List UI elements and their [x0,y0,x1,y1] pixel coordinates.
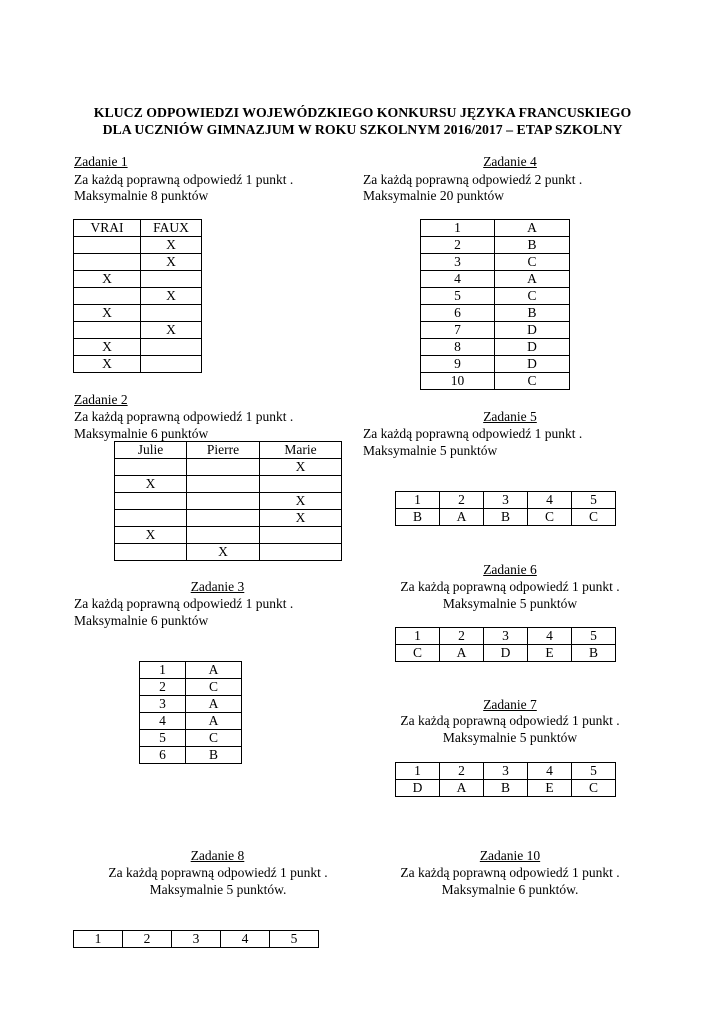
z3-cell: B [186,747,242,764]
z7-answer: C [572,780,616,797]
z2-cell [187,527,260,544]
z2-cell [260,544,342,561]
z1-cell: X [141,237,202,254]
z4-cell: 7 [421,322,495,339]
z10-rule: Za każdą poprawną odpowiedź 1 punkt . [400,865,620,880]
z4-cell: C [495,288,570,305]
z2-cell: X [187,544,260,561]
z5-answer: C [528,509,572,526]
table-row [74,288,202,305]
z5-number: 1 [396,492,440,509]
z4-cell: A [495,220,570,237]
z4-cell: D [495,356,570,373]
table-row [396,492,616,509]
table-row [115,527,342,544]
z3-cell: 1 [140,662,186,679]
z4-cell: 8 [421,339,495,356]
z2-heading: Zadanie 2 [74,392,128,407]
z6-max: Maksymalnie 5 punktów [442,596,578,611]
z6-answer: E [528,645,572,662]
table-row [421,288,570,305]
table-row [140,696,242,713]
z1-cell: X [74,271,141,288]
z2-answer-table [114,441,342,561]
z6-answer: C [396,645,440,662]
z1-heading: Zadanie 1 [74,154,128,169]
z2-header-marie: Marie [260,442,342,459]
z8-number: 3 [172,931,221,948]
z4-cell: B [495,237,570,254]
z2-cell: X [260,459,342,476]
z3-cell: A [186,662,242,679]
document-title-line-1: KLUCZ ODPOWIEDZI WOJEWÓDZKIEGO KONKURSU JĘZYKA FRANCUSKIEGO [93,105,632,120]
table-row [115,442,342,459]
z5-number: 2 [440,492,484,509]
z5-answer: B [484,509,528,526]
z2-header-julie: Julie [115,442,187,459]
table-row [74,931,319,948]
z6-number: 5 [572,628,616,645]
z6-heading: Zadanie 6 [483,562,537,577]
table-row [74,305,202,322]
table-row [74,220,202,237]
table-row [140,662,242,679]
table-row [421,356,570,373]
table-row [74,254,202,271]
z8-number: 2 [123,931,172,948]
z2-cell [260,527,342,544]
table-row [74,356,202,373]
z7-rule: Za każdą poprawną odpowiedź 1 punkt . [400,713,620,728]
z3-answer-table [139,661,242,764]
table-row [421,271,570,288]
z8-rule: Za każdą poprawną odpowiedź 1 punkt . [108,865,328,880]
table-row [74,322,202,339]
z3-cell: 6 [140,747,186,764]
table-row [140,747,242,764]
z2-cell [115,544,187,561]
z3-cell: A [186,696,242,713]
table-row [396,645,616,662]
z5-answer: A [440,509,484,526]
z1-max: Maksymalnie 8 punktów [74,188,209,203]
z6-answer-table [395,627,616,662]
z7-number: 1 [396,763,440,780]
z3-heading: Zadanie 3 [190,579,245,594]
z8-number: 5 [270,931,319,948]
z4-heading: Zadanie 4 [483,154,537,169]
z2-cell: X [260,510,342,527]
z3-cell: C [186,730,242,747]
table-row [396,509,616,526]
table-row [74,339,202,356]
z8-answer-table [73,930,319,948]
z4-cell: D [495,322,570,339]
z4-max: Maksymalnie 20 punktów [363,188,504,203]
z2-max: Maksymalnie 6 punktów [74,426,209,441]
z3-cell: 3 [140,696,186,713]
z4-cell: C [495,373,570,390]
table-row [140,730,242,747]
z4-cell: A [495,271,570,288]
z7-answer: E [528,780,572,797]
z5-max: Maksymalnie 5 punktów [363,443,498,458]
table-row [421,305,570,322]
z5-answer-table [395,491,616,526]
table-row [421,220,570,237]
z2-rule: Za każdą poprawną odpowiedź 1 punkt . [74,409,294,424]
z6-number: 2 [440,628,484,645]
table-row [421,339,570,356]
z1-header-vrai: VRAI [74,220,141,237]
z4-cell: 2 [421,237,495,254]
z2-cell: X [260,493,342,510]
z5-number: 3 [484,492,528,509]
z3-cell: A [186,713,242,730]
z3-cell: 2 [140,679,186,696]
z10-max: Maksymalnie 6 punktów. [441,882,579,897]
z4-cell: 1 [421,220,495,237]
z10-heading: Zadanie 10 [479,848,541,863]
z8-max: Maksymalnie 5 punktów. [149,882,287,897]
z1-cell [141,356,202,373]
z3-rule: Za każdą poprawną odpowiedź 1 punkt . [74,596,294,611]
z6-answer: B [572,645,616,662]
z2-cell [115,459,187,476]
table-row [115,459,342,476]
z4-cell: 9 [421,356,495,373]
z4-cell: 4 [421,271,495,288]
z1-cell: X [141,322,202,339]
z1-cell [141,271,202,288]
table-row [115,476,342,493]
z6-number: 1 [396,628,440,645]
z8-number: 1 [74,931,123,948]
z7-answer-table [395,762,616,797]
z2-cell [187,459,260,476]
z4-cell: B [495,305,570,322]
z5-rule: Za każdą poprawną odpowiedź 1 punkt . [363,426,583,441]
z8-number: 4 [221,931,270,948]
z2-cell [187,493,260,510]
z6-rule: Za każdą poprawną odpowiedź 1 punkt . [400,579,620,594]
z2-cell [187,510,260,527]
z6-number: 3 [484,628,528,645]
table-row [421,237,570,254]
z5-answer: B [396,509,440,526]
z7-answer: B [484,780,528,797]
table-row [74,271,202,288]
z2-cell: X [115,476,187,493]
z1-cell: X [74,305,141,322]
z1-header-faux: FAUX [141,220,202,237]
z1-cell: X [74,339,141,356]
z5-heading: Zadanie 5 [483,409,537,424]
z3-cell: 4 [140,713,186,730]
z7-number: 3 [484,763,528,780]
table-row [421,373,570,390]
z4-cell: 6 [421,305,495,322]
z2-header-pierre: Pierre [187,442,260,459]
z1-answer-table [73,219,202,373]
z7-answer: D [396,780,440,797]
z2-cell: X [115,527,187,544]
z7-heading: Zadanie 7 [483,697,537,712]
z1-cell [141,305,202,322]
z1-cell [141,339,202,356]
z4-answer-table [420,219,570,390]
z1-cell [74,288,141,305]
z4-cell: 5 [421,288,495,305]
table-row [421,322,570,339]
z3-cell: 5 [140,730,186,747]
z1-cell [74,254,141,271]
z2-cell [115,510,187,527]
z1-cell: X [141,288,202,305]
table-row [115,544,342,561]
z2-cell [260,476,342,493]
z1-cell [74,237,141,254]
table-row [74,237,202,254]
z5-number: 4 [528,492,572,509]
z2-cell [187,476,260,493]
z7-max: Maksymalnie 5 punktów [442,730,578,745]
z6-number: 4 [528,628,572,645]
z7-answer: A [440,780,484,797]
z1-cell [74,322,141,339]
table-row [115,510,342,527]
document-title-line-2: DLA UCZNIÓW GIMNAZJUM W ROKU SZKOLNYM 2016/2017 – ETAP SZKOLNY [102,122,623,137]
z4-cell: D [495,339,570,356]
table-row [396,763,616,780]
z7-number: 5 [572,763,616,780]
z1-rule: Za każdą poprawną odpowiedź 1 punkt . [74,172,294,187]
z7-number: 4 [528,763,572,780]
z6-answer: D [484,645,528,662]
z5-answer: C [572,509,616,526]
z4-cell: C [495,254,570,271]
z4-cell: 3 [421,254,495,271]
table-row [140,679,242,696]
table-row [396,780,616,797]
z2-cell [115,493,187,510]
z4-cell: 10 [421,373,495,390]
table-row [115,493,342,510]
z8-heading: Zadanie 8 [190,848,245,863]
table-row [421,254,570,271]
z6-answer: A [440,645,484,662]
z5-number: 5 [572,492,616,509]
z3-max: Maksymalnie 6 punktów [74,613,209,628]
z7-number: 2 [440,763,484,780]
table-row [396,628,616,645]
table-row [140,713,242,730]
z1-cell: X [141,254,202,271]
z1-cell: X [74,356,141,373]
z4-rule: Za każdą poprawną odpowiedź 2 punkt . [363,172,583,187]
z3-cell: C [186,679,242,696]
